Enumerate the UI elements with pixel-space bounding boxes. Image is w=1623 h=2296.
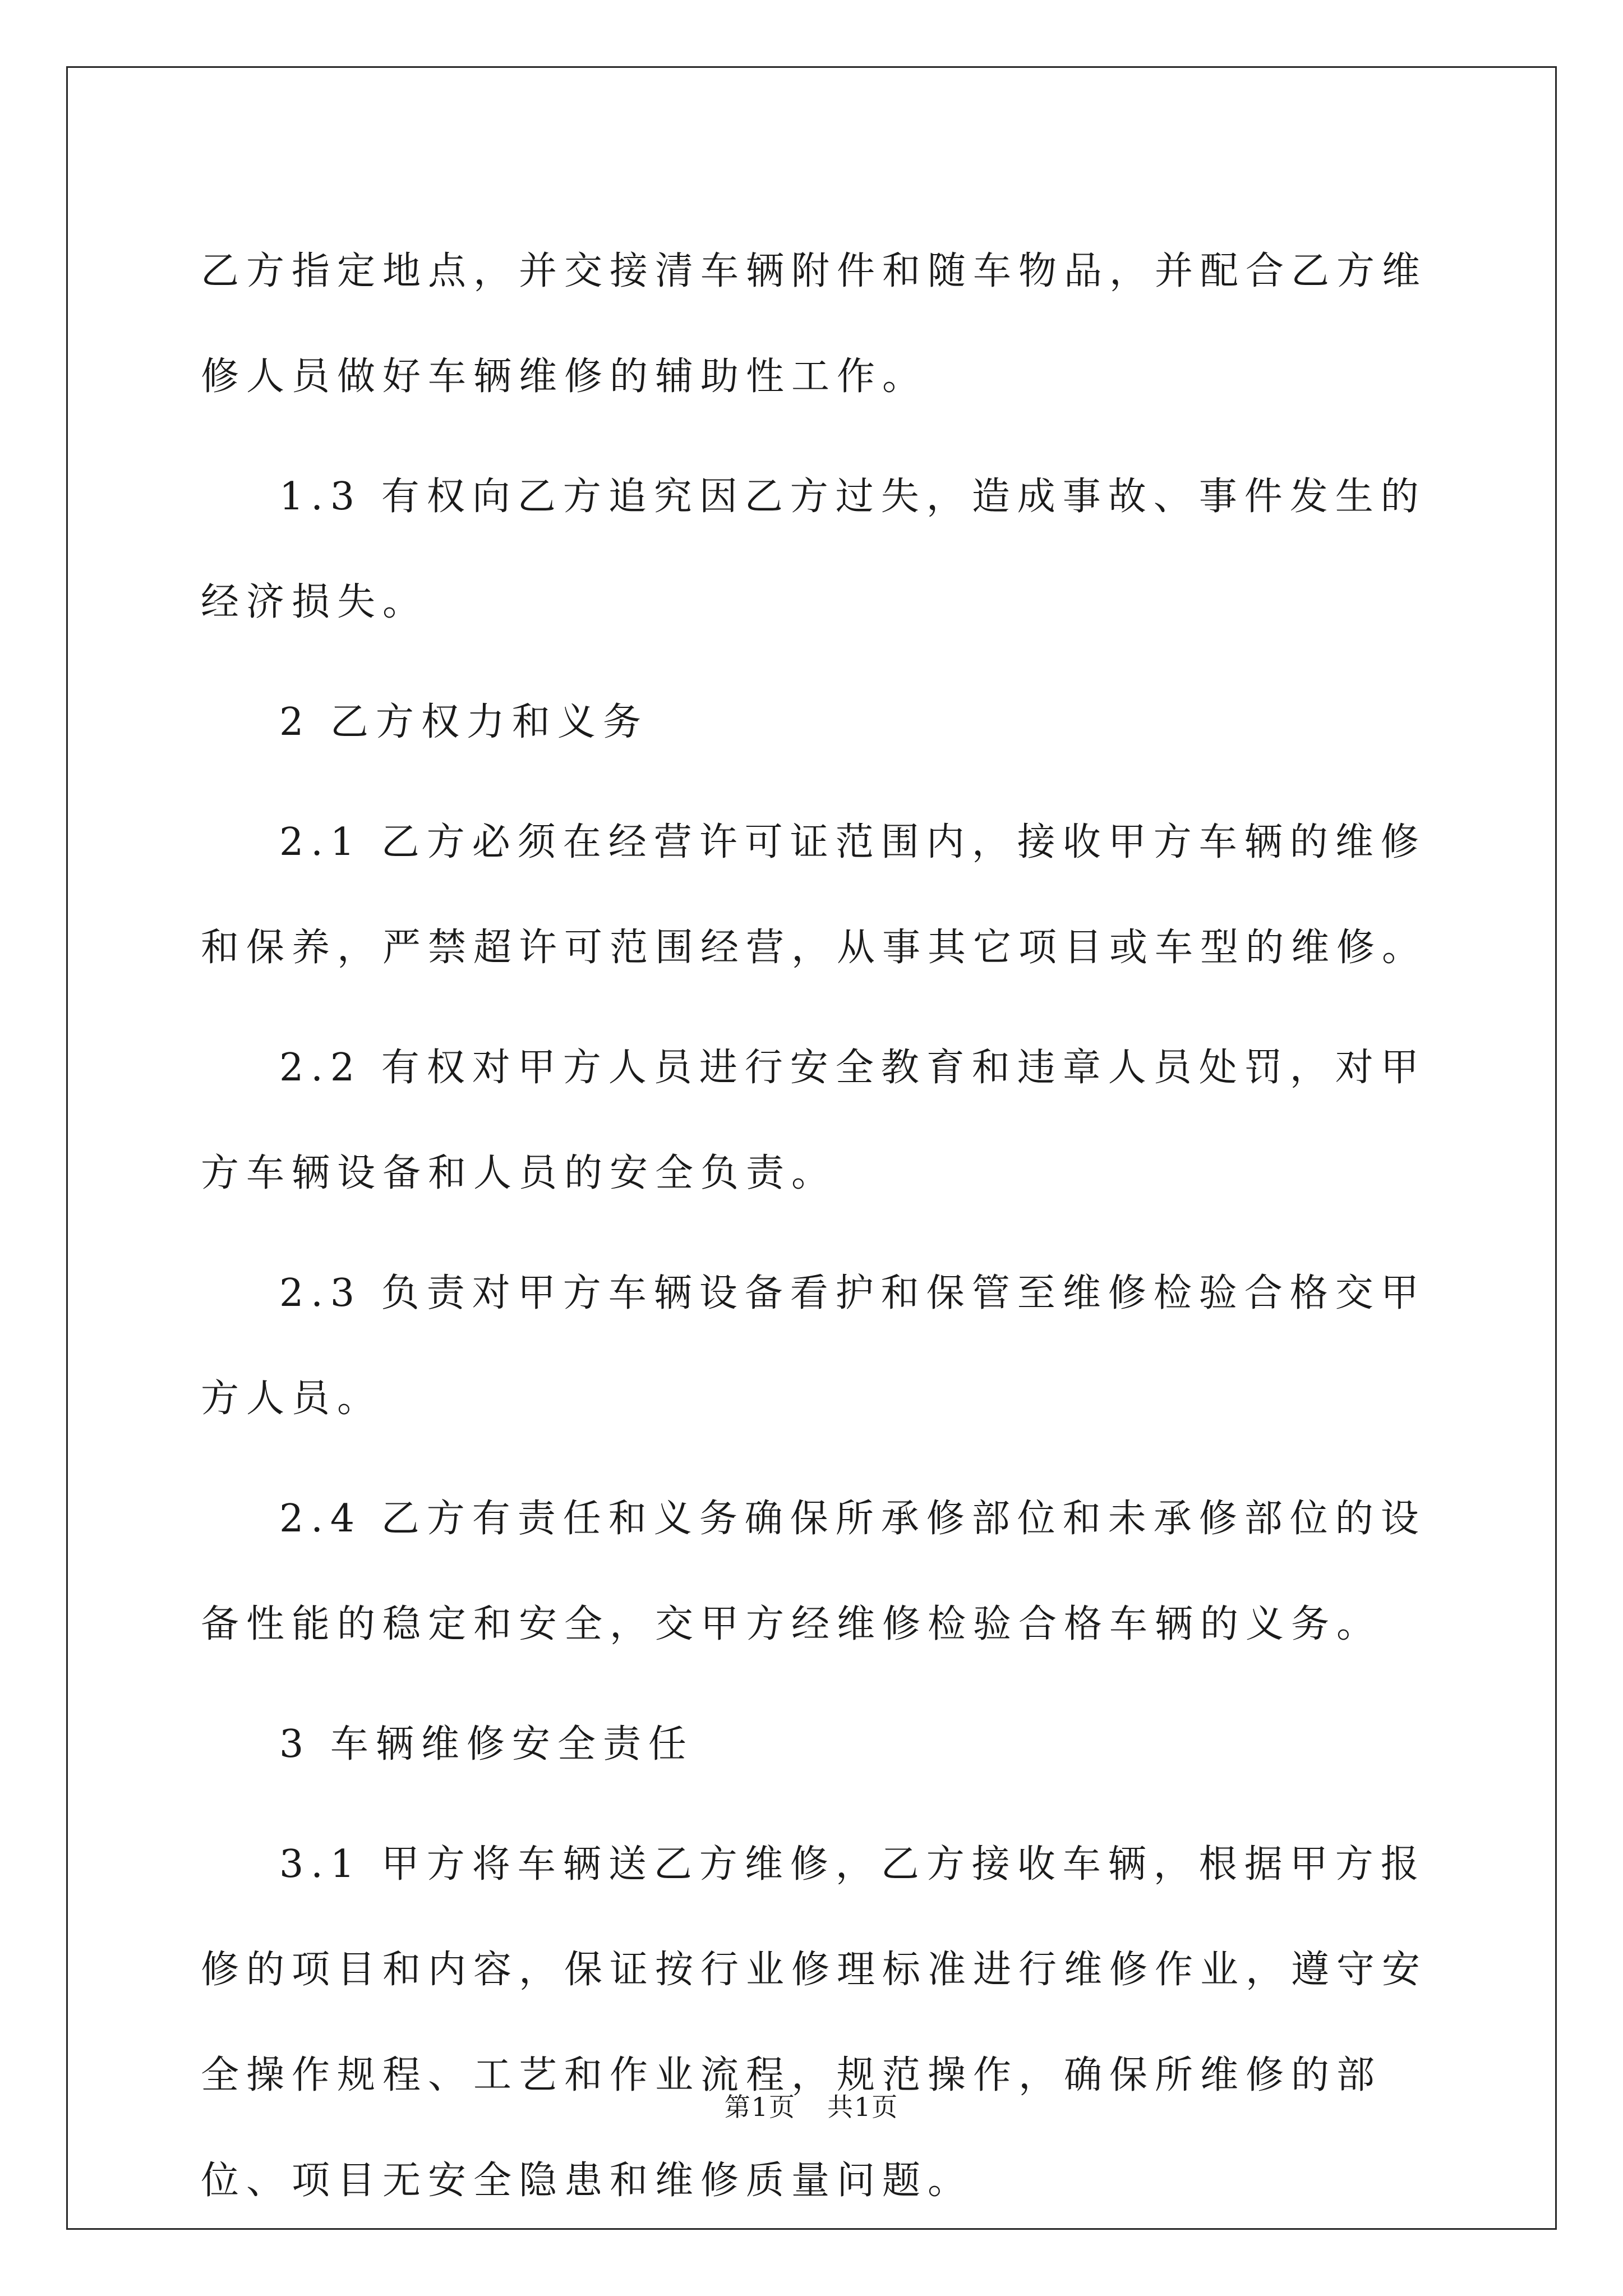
section-heading: 3 车辆维修安全责任 xyxy=(279,1722,694,1766)
page-footer xyxy=(0,2087,1623,2124)
paragraph: 2.3 负责对甲方车辆设备看护和保管至维修检验合格交甲方人员。 xyxy=(201,1271,1426,1421)
paragraph: 3.1 甲方将车辆送乙方维修，乙方接收车辆，根据甲方报修的项目和内容，保证按行业修理标准进行维修作业，遵守安全操作规程、工艺和作业流程，规范操作，确保所维修的部位、项目无安全隐患和维修质量问题。 xyxy=(201,1842,1428,2203)
paragraph: 2.1 乙方必须在经营许可证范围内，接收甲方车辆的维修和保养，严禁超许可范围经营，从事其它项目或车型的维修。 xyxy=(201,820,1428,970)
paragraph: 乙方指定地点，并交接清车辆附件和随车物品，并配合乙方维修人员做好车辆维修的辅助性工作。 xyxy=(201,249,1428,399)
page-total: 共1页 xyxy=(827,2092,899,2122)
document-body xyxy=(201,219,1435,2248)
paragraph: 1.3 有权向乙方追究因乙方过失，造成事故、事件发生的经济损失。 xyxy=(201,475,1426,624)
paragraph: 2.4 乙方有责任和义务确保所承修部位和未承修部位的设备性能的稳定和安全，交甲方经维修检验合格车辆的义务。 xyxy=(201,1497,1426,1646)
section-heading: 2 乙方权力和义务 xyxy=(279,700,648,744)
paragraph: 2.2 有权对甲方人员进行安全教育和违章人员处罚，对甲方车辆设备和人员的安全负责。 xyxy=(201,1046,1426,1195)
page-number: 第1页 xyxy=(724,2092,796,2122)
